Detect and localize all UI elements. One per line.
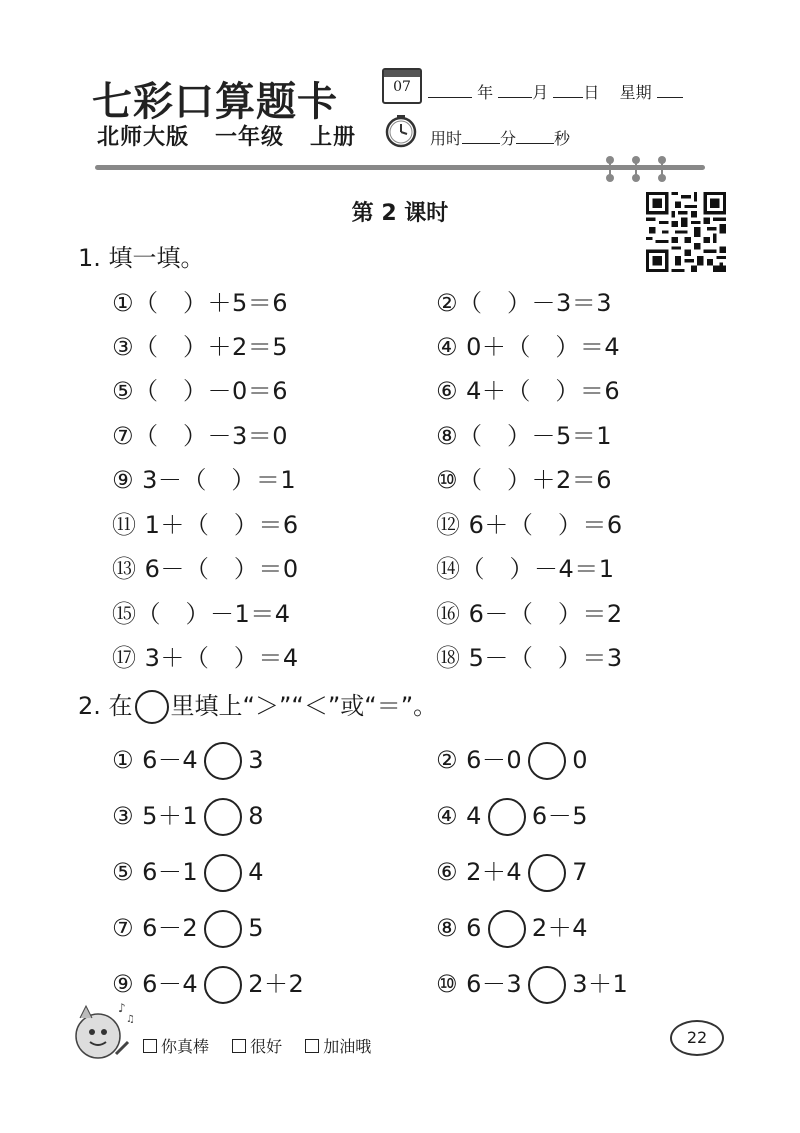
lesson-title: 第 2 课时 xyxy=(351,201,449,226)
compare-item xyxy=(112,796,264,836)
compare-right: 2＋4 xyxy=(531,914,588,942)
edition-label: 北师大版 xyxy=(97,125,190,150)
compare-left: ⑨ 6－4 xyxy=(112,970,199,998)
compare-right: 7 xyxy=(572,858,588,886)
compare-item xyxy=(112,964,304,1004)
time-second-label: 秒 xyxy=(554,129,571,148)
answer-circle[interactable] xyxy=(528,854,566,892)
date-year-label: 年 xyxy=(477,83,494,102)
fill-item: ⑫ 6＋（ ）＝6 xyxy=(436,511,623,539)
answer-circle[interactable] xyxy=(488,798,526,836)
fill-item: ⑰ 3＋（ ）＝4 xyxy=(112,644,299,672)
compare-item xyxy=(112,740,264,780)
clock-icon xyxy=(384,114,418,148)
fill-item: ⑧（ ）－5＝1 xyxy=(436,422,613,450)
section2-title xyxy=(78,686,437,724)
compare-item xyxy=(436,908,588,948)
compare-item xyxy=(436,852,588,892)
compare-left: ⑧ 6 xyxy=(436,914,482,942)
checkbox[interactable] xyxy=(305,1039,319,1053)
rating-label: 你真棒 xyxy=(161,1037,210,1056)
compare-right: 0 xyxy=(572,746,588,774)
fill-item: ⑦（ ）－3＝0 xyxy=(112,422,289,450)
rating-option[interactable] xyxy=(232,1037,282,1056)
section2-title-end: 里填上“＞”“＜”或“＝”。 xyxy=(170,692,438,720)
fill-item: ⑥ 4＋（ ）＝6 xyxy=(436,377,621,405)
header-divider xyxy=(95,165,705,170)
fill-item: ④ 0＋（ ）＝4 xyxy=(436,333,621,361)
time-minute-label: 分 xyxy=(500,129,517,148)
answer-circle[interactable] xyxy=(528,966,566,1004)
compare-right: 4 xyxy=(248,858,264,886)
grade-label: 一年级 xyxy=(215,125,285,150)
brand-title: 七彩口算题卡 xyxy=(92,78,338,125)
edition-line xyxy=(97,120,356,151)
answer-circle[interactable] xyxy=(204,966,242,1004)
answer-circle[interactable] xyxy=(204,742,242,780)
calendar-icon xyxy=(382,68,422,104)
section1-title: 1. 填一填。 xyxy=(78,244,205,272)
circle-symbol xyxy=(135,690,169,724)
compare-left: ③ 5＋1 xyxy=(112,802,199,830)
date-field xyxy=(428,80,683,103)
rating-label: 很好 xyxy=(250,1037,283,1056)
date-month-label: 月 xyxy=(532,83,549,102)
fill-item: ⑮（ ）－1＝4 xyxy=(112,600,291,628)
fill-item: ⑩（ ）＋2＝6 xyxy=(436,466,613,494)
fill-item: ⑭（ ）－4＝1 xyxy=(436,555,615,583)
date-weekday-label: 星期 xyxy=(619,83,652,102)
fill-item: ①（ ）＋5＝6 xyxy=(112,289,289,317)
calendar-number: 07 xyxy=(393,79,411,95)
fill-item: ⑪ 1＋（ ）＝6 xyxy=(112,511,299,539)
fill-item: ⑱ 5－（ ）＝3 xyxy=(436,644,623,672)
compare-item xyxy=(112,908,264,948)
answer-circle[interactable] xyxy=(204,910,242,948)
compare-right: 2＋2 xyxy=(248,970,305,998)
fill-item: ③（ ）＋2＝5 xyxy=(112,333,289,361)
qr-code-icon xyxy=(646,192,726,272)
section2-title-start: 2. 在 xyxy=(78,692,133,720)
volume-label: 上册 xyxy=(310,125,357,150)
compare-right: 3＋1 xyxy=(572,970,629,998)
divider-pin xyxy=(609,158,611,178)
fill-item: ⑤（ ）－0＝6 xyxy=(112,377,289,405)
fill-item: ⑯ 6－（ ）＝2 xyxy=(436,600,623,628)
answer-circle[interactable] xyxy=(488,910,526,948)
mascot-icon xyxy=(66,998,136,1068)
time-field xyxy=(430,126,570,149)
compare-left: ② 6－0 xyxy=(436,746,523,774)
compare-right: 6－5 xyxy=(531,802,588,830)
time-used-label: 用时 xyxy=(430,129,463,148)
rating-option[interactable] xyxy=(143,1037,209,1056)
compare-left: ⑤ 6－1 xyxy=(112,858,199,886)
rating-option[interactable] xyxy=(305,1037,371,1056)
compare-left: ① 6－4 xyxy=(112,746,199,774)
compare-item xyxy=(112,852,264,892)
divider-pin xyxy=(661,158,663,178)
compare-left: ④ 4 xyxy=(436,802,482,830)
answer-circle[interactable] xyxy=(204,854,242,892)
checkbox[interactable] xyxy=(232,1039,246,1053)
answer-circle[interactable] xyxy=(204,798,242,836)
date-day-label: 日 xyxy=(583,83,600,102)
answer-circle[interactable] xyxy=(528,742,566,780)
fill-item: ⑬ 6－（ ）＝0 xyxy=(112,555,299,583)
compare-left: ⑥ 2＋4 xyxy=(436,858,523,886)
fill-item: ②（ ）－3＝3 xyxy=(436,289,613,317)
compare-left: ⑩ 6－3 xyxy=(436,970,523,998)
rating-label: 加油哦 xyxy=(323,1037,372,1056)
compare-right: 8 xyxy=(248,802,264,830)
compare-left: ⑦ 6－2 xyxy=(112,914,199,942)
compare-item xyxy=(436,796,588,836)
svg-text:♪: ♪ xyxy=(118,1001,126,1015)
fill-item: ⑨ 3－（ ）＝1 xyxy=(112,466,297,494)
compare-right: 3 xyxy=(248,746,264,774)
compare-right: 5 xyxy=(248,914,264,942)
compare-item xyxy=(436,740,588,780)
checkbox[interactable] xyxy=(143,1039,157,1053)
rating-options xyxy=(143,1034,389,1057)
page-number: 22 xyxy=(670,1020,724,1056)
svg-text:♫: ♫ xyxy=(126,1014,135,1025)
divider-pin xyxy=(635,158,637,178)
compare-item xyxy=(436,964,628,1004)
